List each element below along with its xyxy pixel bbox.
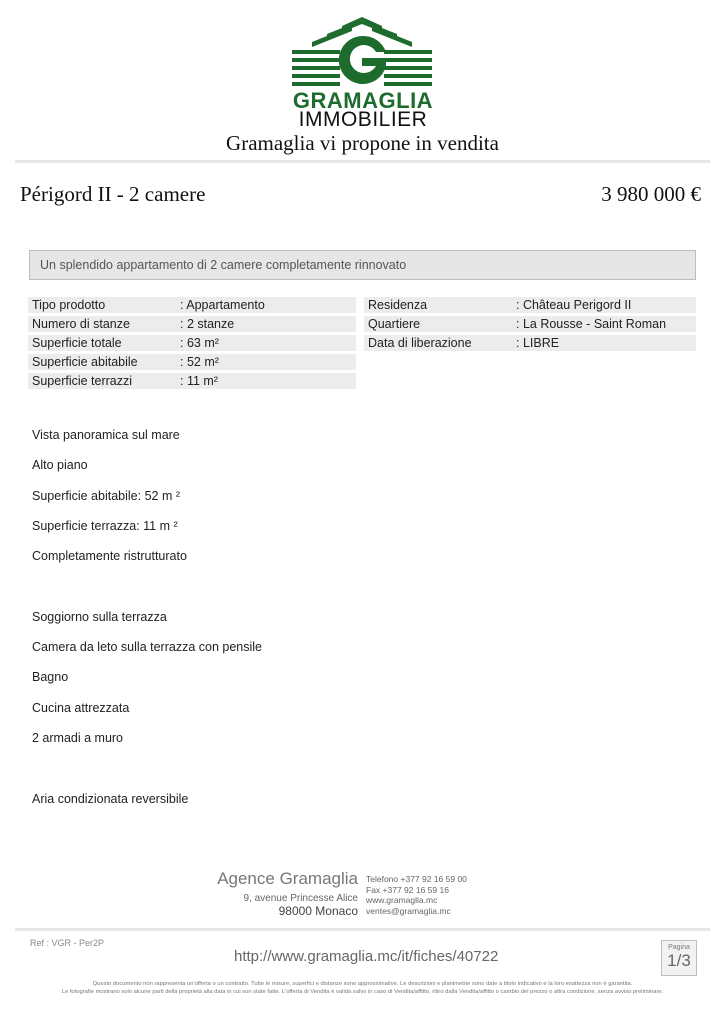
- page-number: 1/3: [667, 951, 691, 970]
- description-line: [32, 579, 262, 609]
- listing-subtitle-box: [29, 250, 696, 280]
- page-label: Pagina: [668, 944, 690, 951]
- spec-row: [28, 354, 356, 370]
- spec-value: : 63 m²: [176, 335, 356, 351]
- spec-value: : La Rousse - Saint Roman: [512, 316, 696, 332]
- spec-label: Superficie abitabile: [28, 354, 176, 370]
- listing-reference: Ref : VGR - Per2P: [30, 938, 105, 948]
- agency-email[interactable]: ventes@gramaglia.mc: [366, 905, 451, 916]
- description-line: 2 armadi a muro: [32, 730, 124, 745]
- listing-subtitle: Un splendido appartamento di 2 camere completamente rinnovato: [40, 258, 407, 272]
- description-line: Soggiorno sulla terrazza: [32, 609, 167, 624]
- spec-label: Quartiere: [364, 316, 512, 332]
- description-line: Vista panoramica sul mare: [32, 428, 180, 442]
- spec-label: Residenza: [364, 297, 512, 313]
- description-line: [32, 761, 262, 791]
- agency-phone: Telefono +377 92 16 59 00: [366, 874, 467, 884]
- spec-row: [28, 373, 356, 389]
- description-line: Alto piano: [32, 458, 88, 473]
- spec-label: Data di liberazione: [364, 335, 512, 351]
- agency-contact: [366, 874, 467, 916]
- description-line: Aria condizionata reversibile: [32, 791, 189, 806]
- footer-divider: [15, 928, 710, 931]
- listing-price: 3 980 000 €: [601, 182, 701, 206]
- spec-label: Superficie terrazzi: [28, 373, 176, 389]
- description-list: [32, 428, 262, 822]
- description-line: Camera da leto sulla terrazza con pensile: [32, 640, 262, 655]
- logo-subwordmark: IMMOBILIER: [298, 108, 428, 131]
- spec-value: : 11 m²: [176, 373, 356, 389]
- spec-value: : Appartamento: [176, 297, 356, 313]
- description-line: Cucina attrezzata: [32, 700, 130, 715]
- listing-url-link[interactable]: http://www.gramaglia.mc/it/fiches/40722: [234, 948, 499, 965]
- description-line: Completamente ristrutturato: [32, 549, 187, 564]
- disclaimer-line: Questo documento non rappresenta un'offerta o un contratto. Tutte le misure, superfici e distanze sono approssimative. Le descrizioni e planimetrie sono date a titolo indicativo e la loro esattezza non è garantita.: [92, 981, 633, 987]
- spec-row: [364, 297, 696, 313]
- divider: [15, 160, 710, 163]
- spec-label: Superficie totale: [28, 335, 176, 351]
- agency-address-city: 98000 Monaco: [278, 904, 358, 918]
- agency-name: Agence Gramaglia: [217, 869, 358, 888]
- page-headline: Gramaglia vi propone in vendita: [226, 131, 499, 155]
- page-indicator: [661, 940, 697, 976]
- agency-website[interactable]: www.gramaglia.mc: [366, 895, 438, 906]
- agency-fax: Fax +377 92 16 59 16: [366, 884, 449, 895]
- description-line: Superficie terrazza: 11 m ²: [32, 518, 178, 533]
- agency-address-street: 9, avenue Princesse Alice: [243, 893, 358, 904]
- legal-disclaimer: [20, 980, 705, 996]
- spec-row: [28, 335, 356, 351]
- description-line: Bagno: [32, 670, 69, 685]
- spec-row: [364, 335, 696, 351]
- spec-value: : LIBRE: [512, 335, 696, 351]
- spec-label: Tipo prodotto: [28, 297, 176, 313]
- spec-row: [28, 316, 356, 332]
- spec-row: [364, 316, 696, 332]
- spec-label: Numero di stanze: [28, 316, 176, 332]
- spec-row: [28, 297, 356, 313]
- spec-table-right: [364, 294, 696, 354]
- spec-value: : Château Perigord II: [512, 297, 696, 313]
- listing-title: Périgord II - 2 camere: [20, 182, 206, 206]
- spec-value: : 52 m²: [176, 354, 356, 370]
- spec-table-left: [28, 294, 356, 392]
- description-line: Superficie abitabile: 52 m ²: [32, 488, 180, 503]
- disclaimer-line: Le fotografie mostrano solo alcune parti della proprietà alla data in cui son state fatte. L'offerta di Vendita è valida salvo in caso di Vendita/affitto, ritiro dalla Vendita/affitto o cambio del prezzo o altra condizione, senza avviso preliminare.: [61, 989, 664, 995]
- spec-value: : 2 stanze: [176, 316, 356, 332]
- logo-wordmark: GRAMAGLIA: [292, 88, 434, 113]
